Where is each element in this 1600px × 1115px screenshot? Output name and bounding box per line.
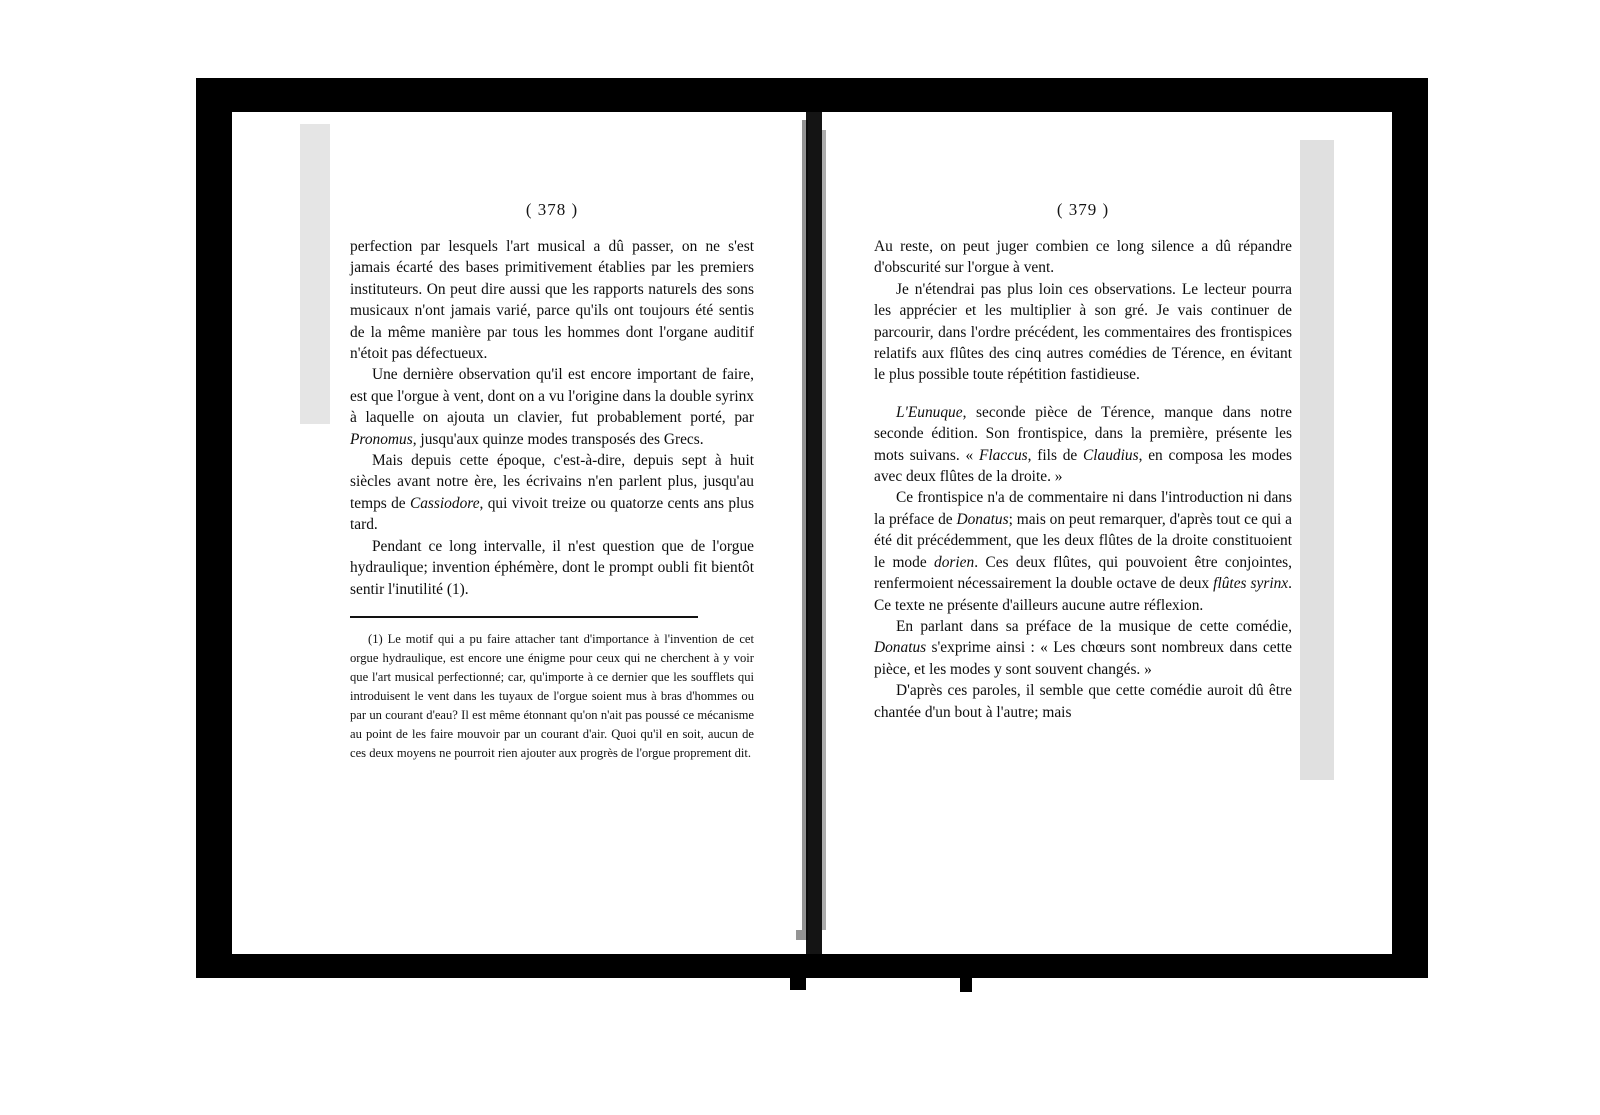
scan-artifact-blot xyxy=(790,960,806,990)
italic-term: flûtes syrinx xyxy=(1213,575,1289,593)
paragraph: En parlant dans sa préface de la musique de cette comédie, Donatus s'exprime ainsi : « Les chœurs sont nombreux dans cette pièce, et les modes y sont souvent changés. » xyxy=(874,617,1292,678)
italic-term: Flaccus xyxy=(978,446,1028,464)
right-page-folio: ( 379 ) xyxy=(1056,200,1110,219)
paragraph: Une dernière observation qu'il est encore important de faire, est que l'orgue à vent, dont on a vu l'origine dans la double syrinx à laquelle on ajouta un clavier, fut probablement porté, par Pronomus, jusqu'aux quinze modes transposés des Grecs. xyxy=(350,366,754,448)
paragraph: Au reste, on peut juger combien ce long silence a dû répandre d'obscurité sur l'orgue à vent. xyxy=(874,238,1292,277)
paragraph: D'après ces paroles, il semble que cette comédie auroit dû être chantée d'un bout à l'autre; mais xyxy=(874,682,1292,721)
italic-term: Donatus xyxy=(874,639,927,657)
right-page xyxy=(826,118,1338,930)
scan-artifact-blot xyxy=(960,960,972,992)
italic-term: Donatus xyxy=(956,510,1009,528)
scan-artifact-blot xyxy=(600,90,710,108)
italic-term: Pronomus xyxy=(350,430,413,448)
paragraph: L'Eunuque, seconde pièce de Térence, manque dans notre seconde édition. Son frontispice, dans la première, présente les mots suivans. « Flaccus, fils de Claudius, en composa les modes avec deux flûtes de la droite. » xyxy=(874,403,1292,486)
paragraph: Je n'étendrai pas plus loin ces observations. Le lecteur pourra les apprécier et les multiplier à son gré. Je vais continuer de parcourir, dans l'ordre précédent, les commentaires des frontispices relatifs aux flûtes des cinq autres comédies de Térence, en évitant le plus possible toute répétition fastidieuse. xyxy=(874,280,1292,384)
italic-term: Cassiodore xyxy=(409,494,480,512)
paragraph: Pendant ce long intervalle, il n'est question que de l'orgue hydraulique; invention éphémère, dont le prompt oubli fit bientôt sentir l'inutilité (1). xyxy=(350,537,754,598)
italic-term: dorien xyxy=(934,553,975,571)
footnote-rule xyxy=(350,616,698,618)
italic-term: L'Eunuque xyxy=(896,403,963,421)
left-page xyxy=(290,118,802,930)
left-page-folio: ( 378 ) xyxy=(525,200,579,219)
paragraph: Mais depuis cette époque, c'est-à-dire, depuis sept à huit siècles avant notre ère, les écrivains n'en parlent plus, jusqu'au temps de Cassiodore, qui vivoit treize ou quatorze cents ans plus tard. xyxy=(350,452,754,534)
paragraph-spacer xyxy=(874,386,1292,402)
paragraph: perfection par lesquels l'art musical a dû passer, on ne s'est jamais écarté des bases primitivement établies par les premiers instituteurs. On peut dire aussi que les rapports naturels des sons musicaux n'ont jamais varié, parce qu'ils ont toujours été sentis de la même manière par tous les hommes dont l'organe auditif n'étoit pas défectueux. xyxy=(350,238,754,363)
scan-artifact-blot xyxy=(470,86,590,112)
italic-term: Claudius xyxy=(1083,446,1139,464)
footnote: (1) Le motif qui a pu faire attacher tant d'importance à l'invention de cet orgue hydraulique, est encore une énigme pour ceux qui ne cherchent à y voir que l'art musical perfectionné; car, qu'importe à ce dernier que les soufflets qui introduisent le vent dans les tuyaux de l'orgue soient mus à bras d'hommes ou par un courant d'eau? Il est même étonnant qu'on n'ait pas poussé ce mécanisme au point de les faire mouvoir par un courant d'air. Quoi qu'il en soit, aucun de ces deux moyens ne pourroit rien ajouter aux progrès de l'orgue proprement dit. xyxy=(350,631,754,760)
paragraph: Ce frontispice n'a de commentaire ni dans l'introduction ni dans la préface de Donatus; mais on peut remarquer, d'après tout ce qui a été dit précédemment, que les deux flûtes de la droite constituoient le mode dorien. Ces deux flûtes, qui pouvoient être conjointes, renfermoient nécessairement la double octave de deux flûtes syrinx. Ce texte ne présente d'ailleurs aucune autre réflexion. xyxy=(874,489,1293,614)
